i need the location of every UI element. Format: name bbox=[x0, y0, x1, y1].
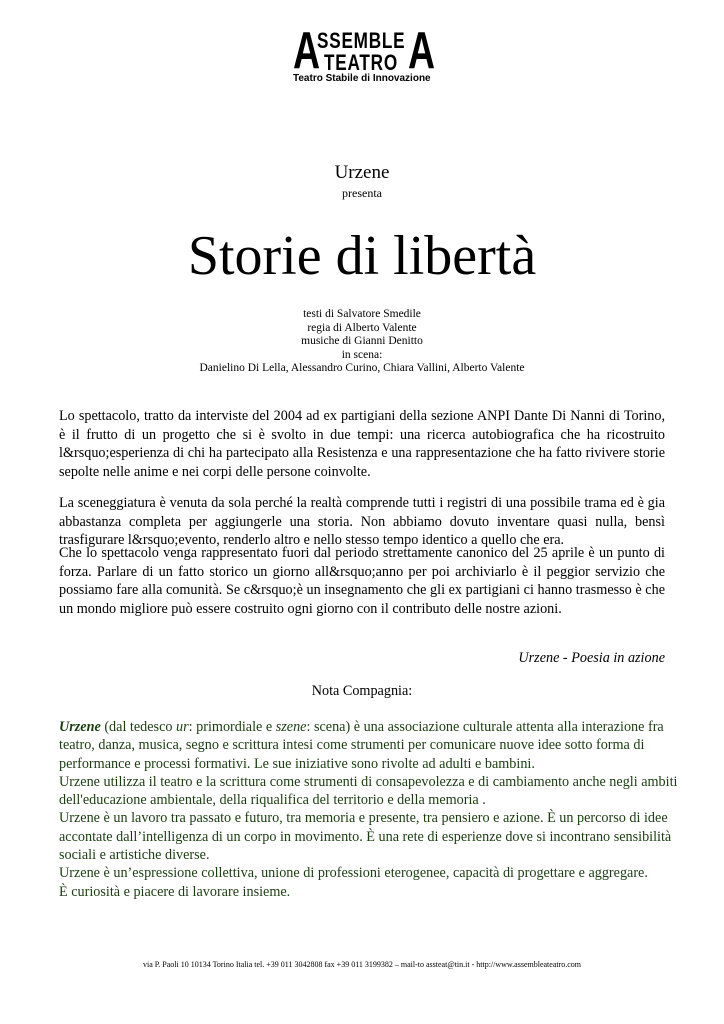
company-name: Urzene bbox=[59, 719, 101, 735]
paragraph-intro: Lo spettacolo, tratto da interviste del 2004 ad ex partigiani della sezione ANPI Dante Di Nanni di Torino, è il frutto di un progetto che si è svolto in due tempi: una ricerca autobiografica che ha ricostruito l&rsquo;esperienza di chi ha partecipato alla Resistenza e una rappresentazione che ha fatto rivivere storie sepolte nelle anime e nei corpi delle persone coinvolte. bbox=[59, 408, 665, 480]
assemblea-teatro-logo bbox=[293, 22, 436, 84]
logo-letter-left: A bbox=[293, 22, 321, 80]
logo-tagline: Teatro Stabile di Innovazione bbox=[293, 73, 431, 84]
show-title: Storie di libertà bbox=[187, 225, 537, 287]
word-szene: szene bbox=[275, 719, 307, 735]
signature: Urzene - Poesia in azione bbox=[518, 650, 665, 666]
intro-part-c: : scena) è una associazione culturale attenta alla interazione fra teatro, danza, musica, segno e scrittura intesi come strumenti per comunicare nuove idee sotto forma di performance e processi formativi. Le sue iniziative sono rivolte ad adulti e bambini. bbox=[59, 719, 664, 772]
word-ur: ur bbox=[176, 719, 189, 735]
logo-line-2: TEATRO bbox=[324, 50, 398, 75]
credit-testi: testi di Salvatore Smedile bbox=[303, 308, 421, 320]
logo-letter-right: A bbox=[408, 22, 436, 80]
company-note-line-3: Urzene è un lavoro tra passato e futuro, tra memoria e presente, tra pensiero e azione. È un percorso di idee accontate dall’intelligenza di un corpo in movimento. È una rete di esperienze dove si incontrano sensibilità sociali e artistiche diverse. bbox=[59, 810, 672, 864]
footer-contacts: via P. Paoli 10 10134 Torino Italia tel. +39 011 3042808 fax +39 011 3199382 – mail-to assteat@tin.it - http://www.assembleateatro.com bbox=[142, 960, 582, 969]
company-note-line-4: Urzene è un’espressione collettiva, unione di professioni eterogenee, capacità di progettare e aggregare. bbox=[59, 865, 648, 882]
logo-line-1: SSEMBLE bbox=[317, 28, 406, 53]
credit-cast: Danielino Di Lella, Alessandro Curino, Chiara Vallini, Alberto Valente bbox=[199, 362, 525, 375]
credits-block bbox=[0, 308, 724, 376]
presenter-name: Urzene bbox=[334, 162, 390, 183]
company-note-line-5: È curiosità e piacere di lavorare insieme. bbox=[59, 883, 291, 900]
company-note bbox=[59, 718, 679, 901]
company-note-intro bbox=[59, 718, 679, 773]
intro-part-a: (dal tedesco bbox=[100, 719, 177, 735]
intro-part-b: : primordiale e bbox=[188, 719, 276, 735]
company-note-line-2: Urzene utilizza il teatro e la scrittura come strumenti di consapevolezza e di cambiamento anche negli ambiti dell'educazione ambientale, della riqualifica del territorio e della memoria . bbox=[59, 773, 678, 809]
credit-in-scena-label: in scena: bbox=[341, 348, 383, 361]
credit-musiche: musiche di Gianni Denitto bbox=[301, 335, 423, 348]
paragraph-25-aprile: Che lo spettacolo venga rappresentato fuori dal periodo strettamente canonico del 25 aprile è un punto di forza. Parlare di un fatto storico un giorno all&rsquo;anno per poi archiviarlo è il peggior servizio che possiamo fare alla comunità. Se c&rsquo;è un insegnamento che gli ex partigiani ci hanno trasmesso è che un mondo migliore può essere costruito ogni giorno con il contributo delle nostre azioni. bbox=[59, 545, 665, 617]
presenta-label: presenta bbox=[342, 186, 382, 200]
paragraph-sceneggiatura: La sceneggiatura è venuta da sola perché la realtà comprende tutti i registri di una possibile trama ed è gia abbastanza completa per aggiungerle una storia. Non abbiamo dovuto inventare quasi nulla, bensì trasfigurare l&rsquo;evento, renderlo altro e nello stesso tempo identico a quello che era. bbox=[59, 495, 665, 549]
nota-compagnia-heading: Nota Compagnia: bbox=[311, 683, 413, 699]
credit-regia: regia di Alberto Valente bbox=[307, 321, 417, 334]
